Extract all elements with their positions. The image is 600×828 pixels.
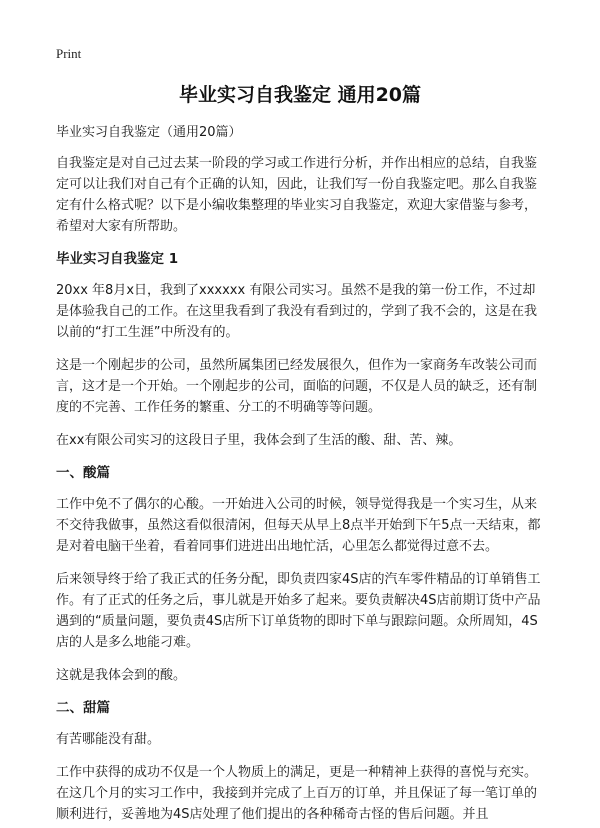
paragraph-2: 这是一个刚起步的公司，虽然所属集团已经发展很久，但作为一家商务车改装公司而言，这才是一个开始。一个刚起步的公司，面临的问题，不仅是人员的缺乏，还有制度的不完善、工作任务的繁重、分工的不明确等等问题。 bbox=[56, 358, 538, 415]
print-label: Print bbox=[56, 46, 82, 61]
paragraph-4: 工作中免不了偶尔的心酸。一开始进入公司的时候，领导觉得我是一个实习生，从来不交待我做事，虽然这看似很清闲，但每天从早上8点半开始到下午5点一天结束，都是对着电脑干坐着，看着同事们进进出出地忙活，心里怎么都觉得过意不去。 bbox=[56, 497, 541, 554]
page-title: 毕业实习自我鉴定 通用20篇 bbox=[178, 84, 422, 106]
section-heading-1: 毕业实习自我鉴定 1 bbox=[56, 251, 179, 267]
paragraph-3: 在xx有限公司实习的这段日子里，我体会到了生活的酸、甜、苦、辣。 bbox=[56, 433, 462, 448]
document-subtitle: 毕业实习自我鉴定（通用20篇） bbox=[56, 125, 242, 140]
document-body bbox=[56, 122, 546, 828]
paragraph-5: 后来领导终于给了我正式的任务分配，即负责四家4S店的汽车零件精品的订单销售工作。有了正式的任务之后，事儿就是开始多了起来。要负责解决4S店前期订货中产品遇到的“质量问题，要负责4S店所下订单货物的即时下单与跟踪问题。众所周知，4S店的人是多么地能刁难。 bbox=[56, 572, 541, 650]
paragraph-7: 有苦哪能没有甜。 bbox=[56, 732, 161, 747]
paragraph-1: 20xx 年8月x日，我到了xxxxxx 有限公司实习。虽然不是我的第一份工作，不过却是体验我自己的工作。在这里我看到了我没有看到过的，学到了我不会的，这是在我以前的“打工生涯”中所没有的。 bbox=[56, 283, 538, 340]
heading-sweet: 二、甜篇 bbox=[56, 700, 110, 716]
intro-paragraph: 自我鉴定是对自己过去某一阶段的学习或工作进行分析，并作出相应的总结，自我鉴定可以让我们对自己有个正确的认知，因此，让我们写一份自我鉴定吧。那么自我鉴定有什么格式呢？以下是小编收集整理的毕业实习自我鉴定，欢迎大家借鉴与参考，希望对大家有所帮助。 bbox=[56, 156, 538, 234]
paragraph-6: 这就是我体会到的酸。 bbox=[56, 668, 187, 683]
paragraph-8: 工作中获得的成功不仅是一个人物质上的满足，更是一种精神上获得的喜悦与充实。在这几个月的实习工作中，我接到并完成了上百万的订单，并且保证了每一笔订单的顺利进行，妥善地为4S店处理了他们提出的各种稀奇古怪的售后问题。并且 bbox=[56, 765, 538, 822]
heading-sour: 一、酸篇 bbox=[56, 465, 110, 481]
